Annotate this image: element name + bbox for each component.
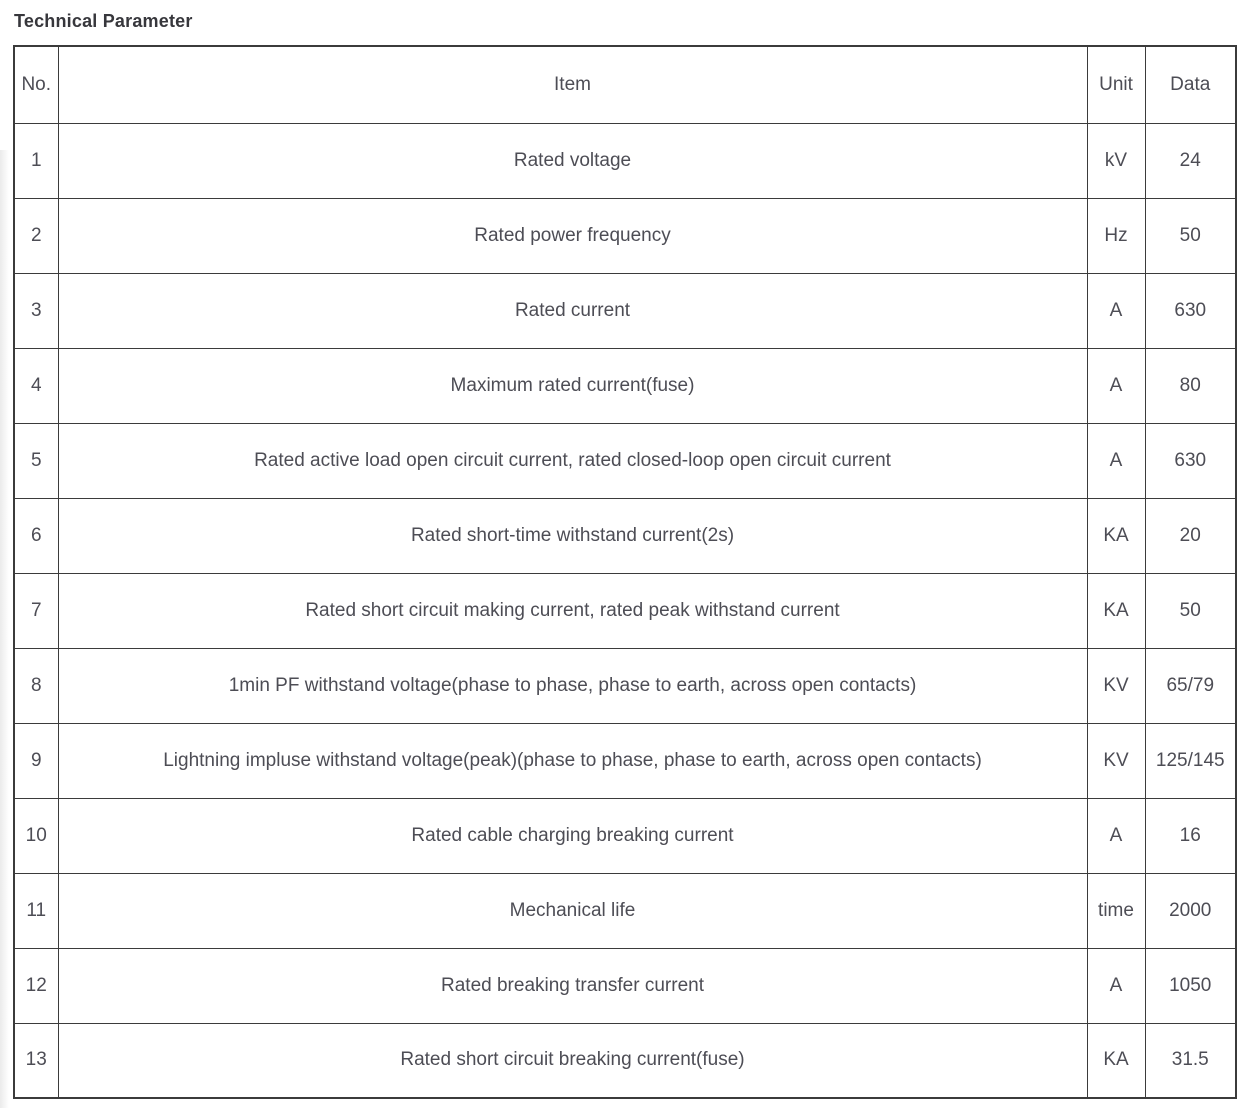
row-unit-cell: A (1087, 948, 1145, 1023)
row-data-cell: 31.5 (1145, 1023, 1236, 1098)
row-item-cell: Rated breaking transfer current (58, 948, 1087, 1023)
row-number-cell: 11 (14, 873, 58, 948)
row-data-cell: 630 (1145, 273, 1236, 348)
table-header (14, 46, 1236, 123)
table-row (14, 498, 1236, 573)
row-number-cell: 12 (14, 948, 58, 1023)
row-item-cell: Rated short-time withstand current(2s) (58, 498, 1087, 573)
row-number-cell: 6 (14, 498, 58, 573)
row-unit-cell: kV (1087, 123, 1145, 198)
row-data-cell: 16 (1145, 798, 1236, 873)
col-header-unit: Unit (1087, 46, 1145, 123)
row-item-cell: Rated current (58, 273, 1087, 348)
row-data-cell: 80 (1145, 348, 1236, 423)
table-body (14, 123, 1236, 1098)
row-data-cell: 20 (1145, 498, 1236, 573)
left-edge-shadow (0, 150, 9, 1108)
row-number-cell: 4 (14, 348, 58, 423)
row-data-cell: 1050 (1145, 948, 1236, 1023)
page-title: Technical Parameter (14, 11, 193, 31)
col-header-data: Data (1145, 46, 1236, 123)
table-row (14, 198, 1236, 273)
table-row (14, 123, 1236, 198)
row-unit-cell: time (1087, 873, 1145, 948)
table-row (14, 948, 1236, 1023)
row-unit-cell: KA (1087, 1023, 1145, 1098)
row-unit-cell: KV (1087, 723, 1145, 798)
row-data-cell: 2000 (1145, 873, 1236, 948)
row-unit-cell: KV (1087, 648, 1145, 723)
row-number-cell: 8 (14, 648, 58, 723)
row-unit-cell: A (1087, 348, 1145, 423)
row-unit-cell: KA (1087, 573, 1145, 648)
row-unit-cell: Hz (1087, 198, 1145, 273)
row-number-cell: 10 (14, 798, 58, 873)
table-row (14, 648, 1236, 723)
row-number-cell: 1 (14, 123, 58, 198)
row-item-cell: Rated voltage (58, 123, 1087, 198)
row-number-cell: 3 (14, 273, 58, 348)
row-item-cell: Mechanical life (58, 873, 1087, 948)
row-unit-cell: A (1087, 423, 1145, 498)
row-number-cell: 2 (14, 198, 58, 273)
row-item-cell: 1min PF withstand voltage(phase to phase, phase to earth, across open contacts) (58, 648, 1087, 723)
row-item-cell: Rated power frequency (58, 198, 1087, 273)
row-unit-cell: A (1087, 798, 1145, 873)
row-item-cell: Rated short circuit making current, rated peak withstand current (58, 573, 1087, 648)
row-item-cell: Rated short circuit breaking current(fuse) (58, 1023, 1087, 1098)
header-row (14, 46, 1236, 123)
row-data-cell: 65/79 (1145, 648, 1236, 723)
table-row (14, 723, 1236, 798)
row-number-cell: 13 (14, 1023, 58, 1098)
row-item-cell: Maximum rated current(fuse) (58, 348, 1087, 423)
row-number-cell: 9 (14, 723, 58, 798)
table-row (14, 798, 1236, 873)
col-header-item: Item (58, 46, 1087, 123)
row-unit-cell: A (1087, 273, 1145, 348)
row-item-cell: Lightning impluse withstand voltage(peak)(phase to phase, phase to earth, across open contacts) (58, 723, 1087, 798)
table-row (14, 348, 1236, 423)
technical-parameter-table (13, 45, 1237, 1099)
table-row (14, 273, 1236, 348)
table-row (14, 423, 1236, 498)
row-data-cell: 50 (1145, 573, 1236, 648)
row-data-cell: 125/145 (1145, 723, 1236, 798)
row-number-cell: 5 (14, 423, 58, 498)
row-data-cell: 630 (1145, 423, 1236, 498)
row-data-cell: 50 (1145, 198, 1236, 273)
row-number-cell: 7 (14, 573, 58, 648)
col-header-no: No. (14, 46, 58, 123)
row-unit-cell: KA (1087, 498, 1145, 573)
row-data-cell: 24 (1145, 123, 1236, 198)
table-row (14, 873, 1236, 948)
table-row (14, 1023, 1236, 1098)
table-row (14, 573, 1236, 648)
row-item-cell: Rated cable charging breaking current (58, 798, 1087, 873)
row-item-cell: Rated active load open circuit current, rated closed-loop open circuit current (58, 423, 1087, 498)
